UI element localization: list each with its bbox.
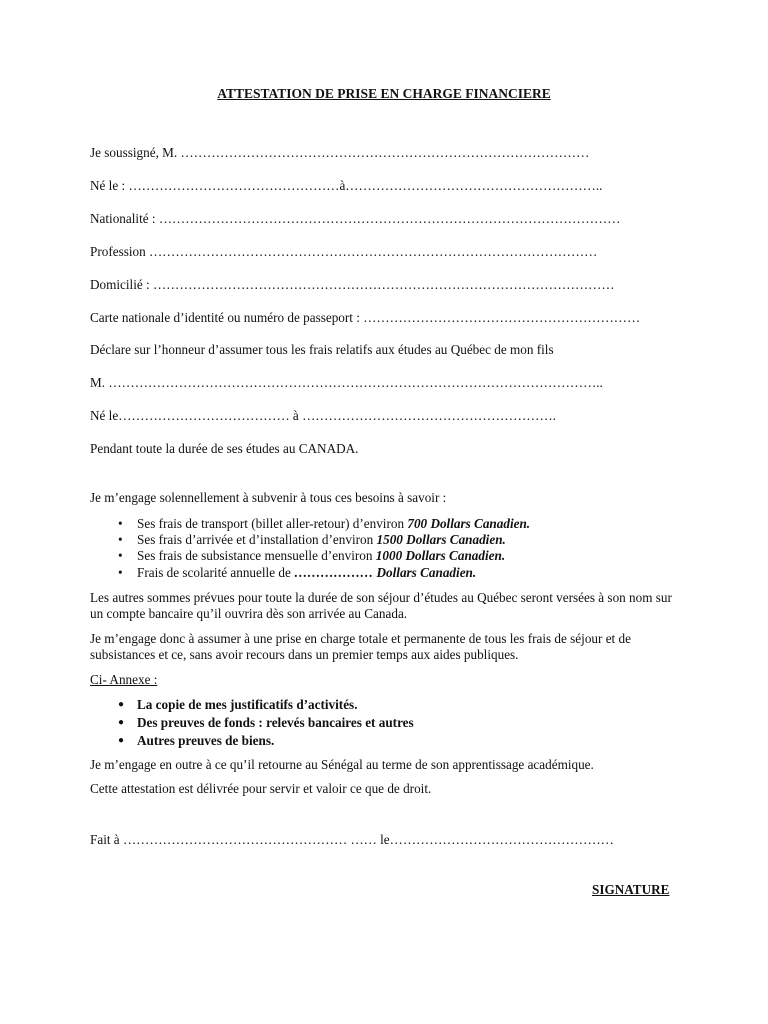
field-domicile: Domicilié : …………………………………………………………………………………………… <box>90 277 615 292</box>
list-item: La copie de mes justificatifs d’activités. <box>137 697 358 712</box>
field-soussigne: Je soussigné, M. ………………………………………………………………………………… <box>90 145 590 160</box>
list-bullet: • <box>118 532 123 547</box>
list-bullet: • <box>118 565 123 580</box>
field-carte-identite: Carte nationale d’identité ou numéro de passeport : ……………………………………………………… <box>90 310 641 325</box>
duree-line: Pendant toute la durée de ses études au CANADA. <box>90 441 359 456</box>
field-ne-le: Né le : …………………………………………à………………………………………………….. <box>90 178 603 193</box>
list-item: Autres preuves de biens. <box>137 733 275 748</box>
signature-label: SIGNATURE <box>592 882 670 897</box>
list-item: Des preuves de fonds : relevés bancaires et autres <box>137 715 414 730</box>
field-fils-ne-le: Né le………………………………… à …………………………………………………. <box>90 408 556 423</box>
fait-a-line: Fait à …………………………………………… …… le…………………………………………… <box>90 832 614 847</box>
list-bullet: ● <box>118 717 125 728</box>
field-nationalite: Nationalité : …………………………………………………………………………………………… <box>90 211 621 226</box>
retour-line: Je m’engage en outre à ce qu’il retourne au Sénégal au terme de son apprentissage académique. <box>90 757 594 772</box>
list-bullet: ● <box>118 699 125 710</box>
list-item: Ses frais d’arrivée et d’installation d’environ 1500 Dollars Canadien. <box>137 532 506 547</box>
field-profession: Profession ………………………………………………………………………………………… <box>90 244 598 259</box>
paragraph-sommes: Les autres sommes prévues pour toute la durée de son séjour d’études au Québec seront versées à son nom sur un compte bancaire qu’il ouvrira dès son arrivée au Canada. <box>90 590 672 621</box>
list-bullet: • <box>118 516 123 531</box>
field-fils-nom: M. ………………………………………………………………………………………………….. <box>90 375 603 390</box>
document-title: ATTESTATION DE PRISE EN CHARGE FINANCIERE <box>217 86 551 101</box>
declaration-line: Déclare sur l’honneur d’assumer tous les frais relatifs aux études au Québec de mon fils <box>90 342 554 357</box>
list-bullet: • <box>118 548 123 563</box>
list-item: Frais de scolarité annuelle de ……………… Dollars Canadien. <box>137 565 477 580</box>
list-bullet: ● <box>118 735 125 746</box>
annexe-label: Ci- Annexe : <box>90 672 158 687</box>
list-item: Ses frais de subsistance mensuelle d’environ 1000 Dollars Canadien. <box>137 548 506 563</box>
engagement-intro: Je m’engage solennellement à subvenir à tous ces besoins à savoir : <box>90 490 447 505</box>
delivree-line: Cette attestation est délivrée pour servir et valoir ce que de droit. <box>90 781 432 796</box>
paragraph-prise-en-charge: Je m’engage donc à assumer à une prise en charge totale et permanente de tous les frais de séjour et de subsistances et ce, sans avoir recours dans un premier temps aux aides publiques. <box>90 631 631 662</box>
list-item: Ses frais de transport (billet aller-retour) d’environ 700 Dollars Canadien. <box>137 516 531 531</box>
